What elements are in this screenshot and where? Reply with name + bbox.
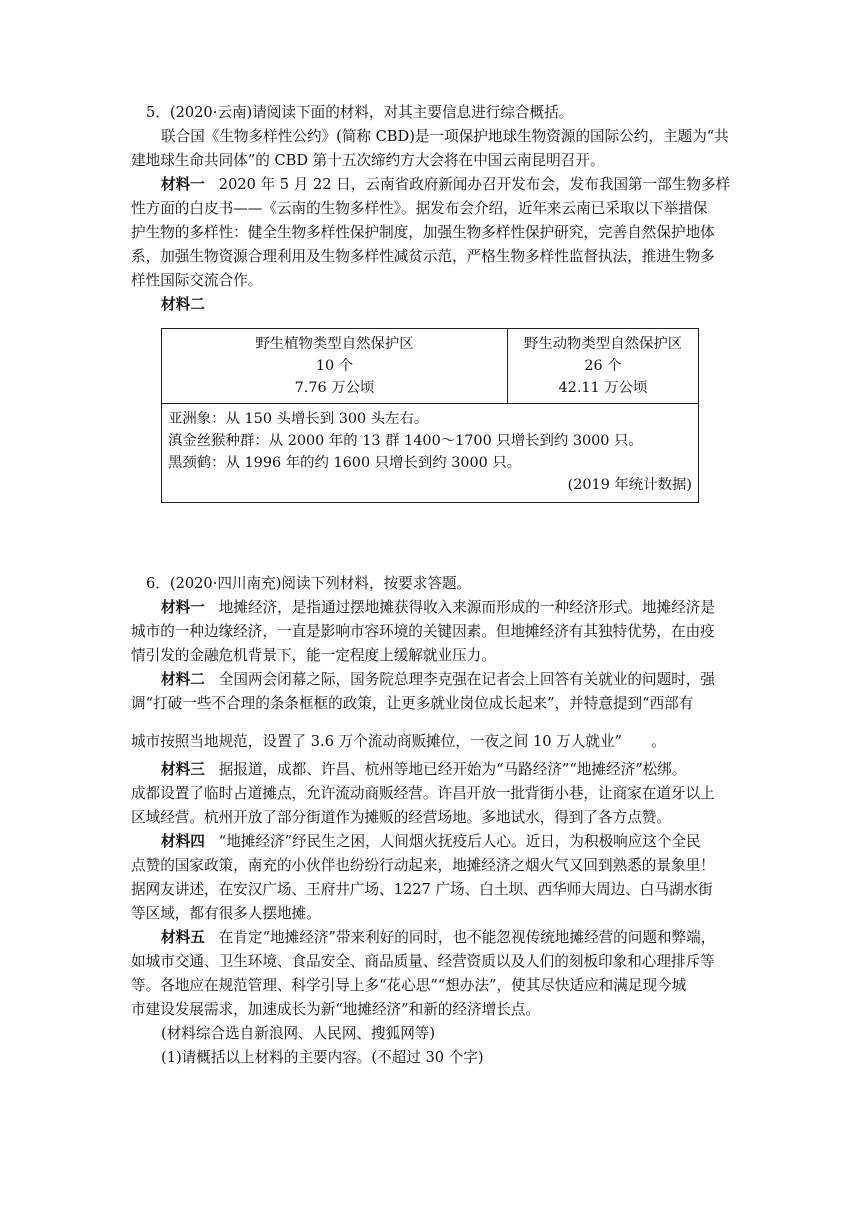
q6-material3-line: 成都设置了临时占道摊点，允许流动商贩经营。许昌开放一批背街小巷，让商家在道牙以上 [131,785,715,802]
q5-material1-line: 系，加强生物资源合理利用及生物多样性减贫示范，严格生物多样性监督执法，推进生物多 [131,248,715,265]
q6-material4-line [161,832,701,852]
material-label: 材料一 [161,599,205,616]
q6-material5-line [161,928,715,948]
animal-reserve-title: 野生动物类型自然保护区 [523,336,683,352]
q6-source: (材料综合选自新浪网、人民网、搜狐网等) [161,1025,436,1042]
material-label: 材料二 [161,671,205,688]
material-text: 2020 年 5 月 22 日，云南省政府新闻办召开发布会，发布我国第一部生物多样 [218,176,731,193]
plant-reserve-count: 10 个 [315,358,354,374]
q6-material1-line: 情引发的金融危机背景下，能一定程度上缓解就业压力。 [131,647,496,664]
material-label: 材料五 [161,929,205,946]
q6-material4-line: 点赞的国家政策，南充的小伙伴也纷纷行动起来，地摊经济之烟火气又回到熟悉的景象里！ [131,857,715,874]
material-text: 据报道，成都、许昌、杭州等地已经开始为“马路经济”“地摊经济”松绑。 [218,761,687,778]
q6-material5-line: 等。各地应在规范管理、科学引导上多“花心思”“想办法”，使其尽快适应和满足现今城 [131,977,687,994]
animal-reserve-cell [508,329,699,404]
q6-material2-line: 城市按照当地规范，设置了 3.6 万个流动商贩摊位，一夜之间 10 万人就业” 。 [131,733,666,750]
q6-material2-line: 调“打破一些不合理的条条框框的政策，让更多就业岗位成长起来”，并特意提到“西部有 [131,695,694,712]
species-note: 黑颈鹤：从 1996 年的约 1600 只增长到约 3000 只。 [168,455,522,471]
q6-heading: 6．(2020·四川南充)阅读下列材料，按要求答题。 [146,575,472,592]
q6-material4-line: 据网友讲述，在安汉广场、王府井广场、1227 广场、白土坝、西华师大周边、白马湖水街 [131,881,713,898]
q5-material1-line: 性方面的白皮书——《云南的生物多样性》。据发布会介绍，近年来云南已采取以下举措保 [131,200,708,217]
plant-reserve-area: 7.76 万公顷 [294,380,375,396]
q5-intro-line: 联合国《生物多样性公约》(简称 CBD)是一项保护地球生物资源的国际公约，主题为“共 [161,128,729,145]
material-text: “地摊经济”纾民生之困，人间烟火抚疫后人心。近日，为积极响应这个全民 [218,833,701,850]
species-growth-cell [162,404,699,503]
species-note: 亚洲象：从 150 头增长到 300 头左右。 [168,411,429,427]
plant-reserve-title: 野生植物类型自然保护区 [255,336,414,352]
q6-material3-line: 区域经营。杭州开放了部分街道作为摊贩的经营场地。多地试水，得到了各方点赞。 [131,809,671,826]
q5-material1-line [161,175,730,195]
q6-material5-line: 如城市交通、卫生环境、食品安全、商品质量、经营资质以及人们的刻板印象和心理排斥等 [131,953,715,970]
material-text: 在肯定“地摊经济”带来利好的同时，也不能忽视传统地摊经营的问题和弊端， [218,929,716,946]
animal-reserve-area: 42.11 万公顷 [558,380,648,396]
plant-reserve-cell [162,329,508,404]
material-label: 材料二 [161,296,205,313]
protected-area-table [161,328,699,503]
table-source: (2019 年统计数据) [567,477,692,493]
material-label: 材料四 [161,833,205,850]
q5-intro-line: 建地球生命共同体”的 CBD 第十五次缔约方大会将在中国云南昆明召开。 [131,152,605,169]
material-text: 全国两会闭幕之际，国务院总理李克强在记者会上回答有关就业的问题时，强 [218,671,715,688]
q5-material1-line: 护生物的多样性：健全生物多样性保护制度，加强生物多样性保护研究，完善自然保护地体 [131,224,715,241]
material-label: 材料三 [161,761,205,778]
q6-question1: (1)请概括以上材料的主要内容。(不超过 30 个字) [161,1049,484,1066]
q6-material2-line [161,670,715,690]
q6-material5-line: 市建设发展需求，加速成长为新“地摊经济”和新的经济增长点。 [131,1001,540,1018]
q5-material1-line: 样性国际交流合作。 [131,272,263,289]
animal-reserve-count: 26 个 [584,358,622,374]
q6-material3-line [161,760,686,780]
q6-material1-line [161,598,715,618]
q6-material1-line: 城市的一种边缘经济，一直是影响市容环境的关键因素。但地摊经济有其独特优势，在由疫 [131,623,715,640]
material-text: 地摊经济，是指通过摆地摊获得收入来源而形成的一种经济形式。地摊经济是 [218,599,715,616]
species-note: 滇金丝猴种群：从 2000 年的 13 群 1400～1700 只增长到约 3000 只。 [168,433,643,449]
material-label: 材料一 [161,176,205,193]
q5-heading: 5．(2020·云南)请阅读下面的材料，对其主要信息进行综合概括。 [146,104,574,121]
q6-material4-line: 等区域，都有很多人摆地摊。 [131,905,321,922]
